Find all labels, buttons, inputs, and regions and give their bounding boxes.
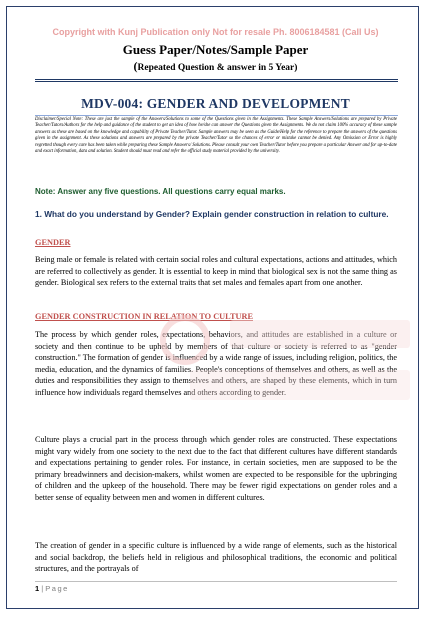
question-1: 1. What do you understand by Gender? Explain gender construction in relation to culture.	[35, 209, 389, 219]
footer-divider	[35, 581, 397, 582]
paragraph-4: The creation of gender in a specific culture is influenced by a wide range of elements, such as the historical and social backdrop, the beliefs held in religious and philosophical traditions, the economic and political structures, and the portrayals of	[35, 541, 397, 574]
footer-separator: |	[39, 584, 46, 593]
disclaimer-text: Disclaimer/Special Note: These are just the sample of the Answers/Solutions to some of the Questions given in the Assignments. These Sample Answers/Solutions are prepared by Private Teacher/Tutors/Authors for the help and guidance of the student to get an idea of how he/she can answer the Questions given the Assignments. We do not claim 100% accuracy of these sample answers as these are based on the knowledge and capability of Private Teacher/Tutor. Sample answers may be seen as the Guide/Help for the reference to prepare the answers of the questions given in the assignment. As these solutions and answers are prepared by the private Teacher/Tutor so the chances of error or mistake cannot be denied. Any Omission or Error is highly regretted though every care has been taken while preparing these Sample Answers/ Solutions. Please consult your own Teacher/Tutor before you prepare a particular Answer and for up-to-date and exact information, data and solution. Student should must read and refer the official study material provided by the university.	[35, 117, 397, 155]
title-divider-bottom	[35, 81, 398, 82]
page-footer	[35, 584, 69, 593]
subtitle-text: Repeated Question & answer in 5 Year	[137, 63, 295, 73]
paragraph-3: Culture plays a crucial part in the process through which gender roles are constructed. These expectations might vary widely from one society to the next due to the fact that different cultures have different standards and expectations pertaining to gender roles. For instance, in certain societies, men are supposed to be the primary breadwinners and decision-makers, whilst women are expected to be responsible for the upbringing of children and the upkeep of the household. There may be fewer rigid expectations on gender roles and a better sense of equality between men and women in different cultures.	[35, 435, 397, 502]
paragraph-1: Being male or female is related with certain social roles and cultural expectations, actions and attitudes, which are referred to collectively as gender. It is essential to keep in mind that biological sex is not the same thing as gender. Biological sex refers to the external traits that set males and females apart from one another.	[35, 255, 397, 288]
course-heading: MDV-004: GENDER AND DEVELOPMENT	[81, 96, 350, 111]
title-divider-top	[35, 79, 398, 80]
heading-underline	[35, 115, 398, 116]
exam-note: Note: Answer any five questions. All questions carry equal marks.	[35, 187, 286, 196]
section-title-gender: GENDER	[35, 238, 71, 247]
page-title: Guess Paper/Notes/Sample Paper	[122, 42, 309, 57]
paragraph-2: The process by which gender roles, expectations, behaviors, and attitudes are established in a culture or society and then continue to be upheld by members of that culture or society is referred to as "gender construction." The formation of gender is influenced by a wide range of issues, including religion, politics, the media, education, and the dynamics of families. People's conceptions of themselves and others, as well as the duties and responsibilities they assign to themselves and others, are shaped by these elements, which in turn influence how individuals regard themselves and others according to gender.	[35, 330, 397, 397]
copyright-notice: Copyright with Kunj Publication only Not for resale Ph. 8006184581 (Call Us)	[52, 27, 379, 37]
page-number: 1	[35, 584, 40, 593]
page-label: Page	[45, 584, 69, 593]
section-title-gender-construction: GENDER CONSTRUCTION IN RELATION TO CULTURE	[35, 312, 253, 321]
page-subtitle	[0, 59, 431, 74]
subtitle-open-paren: (	[133, 59, 138, 73]
subtitle-close-paren: )	[294, 63, 298, 73]
